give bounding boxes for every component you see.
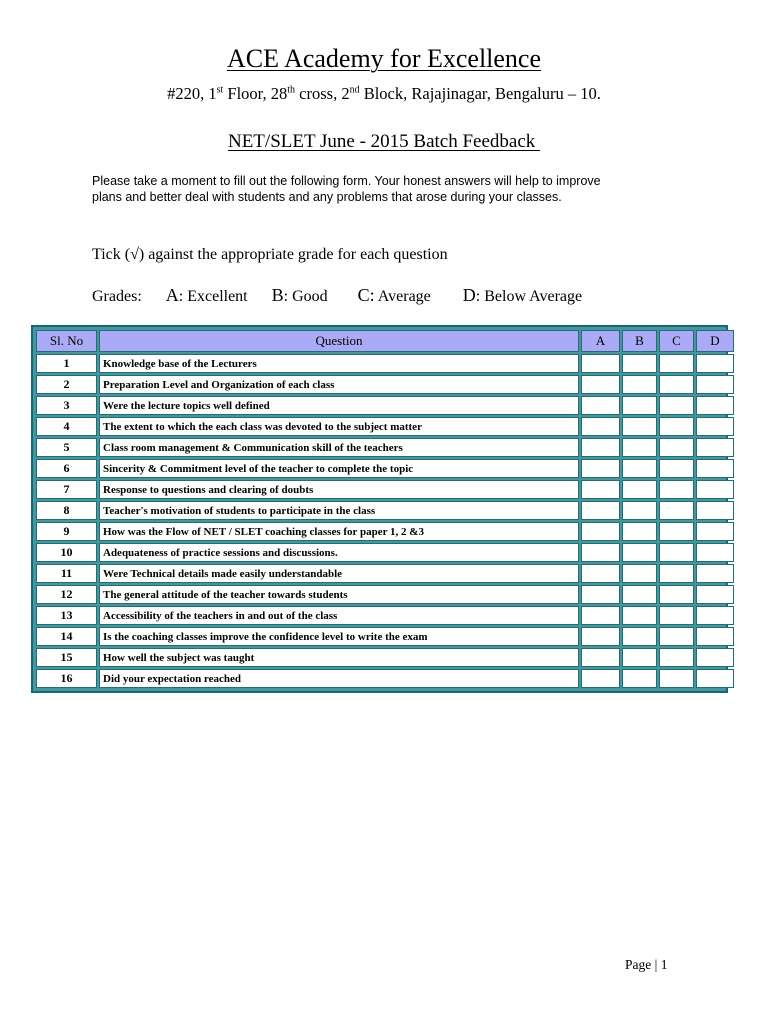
grade-d-cell[interactable] (696, 480, 734, 499)
question-text: Teacher's motivation of students to participate in the class (99, 501, 579, 520)
table-row (36, 417, 734, 436)
grade-d-cell[interactable] (696, 438, 734, 457)
grade-c-cell[interactable] (659, 375, 694, 394)
grade-b-cell[interactable] (622, 543, 657, 562)
table-row (36, 438, 734, 457)
grade-b-cell[interactable] (622, 669, 657, 688)
page-title: ACE Academy for Excellence (226, 44, 542, 73)
grade-d-cell[interactable] (696, 522, 734, 541)
table-row (36, 375, 734, 394)
grade-a-cell[interactable] (581, 606, 620, 625)
table-body (36, 354, 734, 688)
grade-a: A: Excellent (165, 285, 248, 305)
grade-a-cell[interactable] (581, 543, 620, 562)
grade-b-cell[interactable] (622, 627, 657, 646)
header-grade-b: B (622, 330, 657, 352)
grade-d-cell[interactable] (696, 627, 734, 646)
grade-c-cell[interactable] (659, 564, 694, 583)
header-question: Question (99, 330, 579, 352)
grade-a-cell[interactable] (581, 438, 620, 457)
question-text: Knowledge base of the Lecturers (99, 354, 579, 373)
grade-d-cell[interactable] (696, 585, 734, 604)
table-header-row (36, 330, 734, 352)
grade-a-cell[interactable] (581, 522, 620, 541)
grade-b-cell[interactable] (622, 522, 657, 541)
grades-label: Grades: (92, 288, 142, 305)
grade-a-cell[interactable] (581, 417, 620, 436)
grade-b-cell[interactable] (622, 417, 657, 436)
feedback-table (34, 328, 736, 690)
question-text: How well the subject was taught (99, 648, 579, 667)
question-text: Accessibility of the teachers in and out of the class (99, 606, 579, 625)
grade-b-cell[interactable] (622, 585, 657, 604)
row-number: 8 (36, 501, 97, 520)
grade-c-cell[interactable] (659, 501, 694, 520)
row-number: 5 (36, 438, 97, 457)
grade-b: B: Good (271, 285, 328, 305)
table-row (36, 522, 734, 541)
row-number: 16 (36, 669, 97, 688)
table-row (36, 606, 734, 625)
table-row (36, 501, 734, 520)
grade-b-cell[interactable] (622, 648, 657, 667)
grade-a-cell[interactable] (581, 585, 620, 604)
question-text: Response to questions and clearing of doubts (99, 480, 579, 499)
grades-legend (92, 285, 582, 306)
table-row (36, 396, 734, 415)
grade-b-cell[interactable] (622, 354, 657, 373)
grade-c-cell[interactable] (659, 459, 694, 478)
intro-line-2: plans and better deal with students and any problems that arose during your classes. (92, 190, 562, 204)
header-grade-d: D (696, 330, 734, 352)
table-row (36, 627, 734, 646)
row-number: 7 (36, 480, 97, 499)
form-subtitle: NET/SLET June - 2015 Batch Feedback (227, 131, 541, 152)
intro-text (92, 173, 692, 205)
grade-a-cell[interactable] (581, 564, 620, 583)
grade-b-cell[interactable] (622, 375, 657, 394)
grade-a-cell[interactable] (581, 627, 620, 646)
grade-d-cell[interactable] (696, 396, 734, 415)
grade-c-cell[interactable] (659, 480, 694, 499)
grade-d-cell[interactable] (696, 417, 734, 436)
address-line: #220, 1st Floor, 28th cross, 2nd Block, Rajajinagar, Bengaluru – 10. (167, 84, 601, 103)
grade-c-cell[interactable] (659, 354, 694, 373)
question-text: Is the coaching classes improve the confidence level to write the exam (99, 627, 579, 646)
table-row (36, 564, 734, 583)
grade-d-cell[interactable] (696, 543, 734, 562)
question-text: Sincerity & Commitment level of the teacher to complete the topic (99, 459, 579, 478)
table-row (36, 354, 734, 373)
grade-c-cell[interactable] (659, 396, 694, 415)
question-text: How was the Flow of NET / SLET coaching classes for paper 1, 2 &3 (99, 522, 579, 541)
grade-c: C: Average (357, 285, 431, 305)
row-number: 9 (36, 522, 97, 541)
question-text: Did your expectation reached (99, 669, 579, 688)
row-number: 4 (36, 417, 97, 436)
row-number: 14 (36, 627, 97, 646)
grade-a-cell[interactable] (581, 669, 620, 688)
row-number: 10 (36, 543, 97, 562)
table-row (36, 480, 734, 499)
row-number: 15 (36, 648, 97, 667)
tick-instruction: Tick (√) against the appropriate grade for each question (92, 246, 448, 263)
grade-a-cell[interactable] (581, 396, 620, 415)
grade-c-cell[interactable] (659, 438, 694, 457)
grade-c-cell[interactable] (659, 522, 694, 541)
grade-a-cell[interactable] (581, 501, 620, 520)
grade-b-cell[interactable] (622, 564, 657, 583)
row-number: 13 (36, 606, 97, 625)
question-text: Class room management & Communication skill of the teachers (99, 438, 579, 457)
grade-c-cell[interactable] (659, 585, 694, 604)
grade-b-cell[interactable] (622, 480, 657, 499)
grade-d-cell[interactable] (696, 669, 734, 688)
row-number: 11 (36, 564, 97, 583)
grade-b-cell[interactable] (622, 606, 657, 625)
row-number: 3 (36, 396, 97, 415)
table-row (36, 543, 734, 562)
question-text: Were Technical details made easily understandable (99, 564, 579, 583)
table-row (36, 585, 734, 604)
grade-d-cell[interactable] (696, 648, 734, 667)
grade-a-cell[interactable] (581, 648, 620, 667)
grade-a-cell[interactable] (581, 480, 620, 499)
grade-a-cell[interactable] (581, 459, 620, 478)
row-number: 2 (36, 375, 97, 394)
grade-b-cell[interactable] (622, 459, 657, 478)
header-sl-no: Sl. No (36, 330, 97, 352)
grade-c-cell[interactable] (659, 669, 694, 688)
question-text: Preparation Level and Organization of each class (99, 375, 579, 394)
grade-d-cell[interactable] (696, 354, 734, 373)
row-number: 6 (36, 459, 97, 478)
grade-d-cell[interactable] (696, 606, 734, 625)
grade-d-cell[interactable] (696, 564, 734, 583)
row-number: 12 (36, 585, 97, 604)
question-text: The extent to which the each class was devoted to the subject matter (99, 417, 579, 436)
grade-a-cell[interactable] (581, 354, 620, 373)
grade-c-cell[interactable] (659, 648, 694, 667)
question-text: Were the lecture topics well defined (99, 396, 579, 415)
header-grade-a: A (581, 330, 620, 352)
grade-c-cell[interactable] (659, 417, 694, 436)
header-grade-c: C (659, 330, 694, 352)
grade-d-cell[interactable] (696, 459, 734, 478)
question-text: The general attitude of the teacher towards students (99, 585, 579, 604)
grade-c-cell[interactable] (659, 627, 694, 646)
grade-c-cell[interactable] (659, 543, 694, 562)
grade-a-cell[interactable] (581, 375, 620, 394)
grade-d-cell[interactable] (696, 375, 734, 394)
grade-c-cell[interactable] (659, 606, 694, 625)
grade-d-cell[interactable] (696, 501, 734, 520)
table-row (36, 648, 734, 667)
intro-line-1: Please take a moment to fill out the following form. Your honest answers will help to improve (92, 174, 601, 188)
grade-b-cell[interactable] (622, 501, 657, 520)
grade-b-cell[interactable] (622, 438, 657, 457)
row-number: 1 (36, 354, 97, 373)
question-text: Adequateness of practice sessions and discussions. (99, 543, 579, 562)
page-number: Page | 1 (625, 957, 668, 972)
grade-d: D: Below Average (462, 285, 583, 305)
feedback-table-frame (31, 325, 728, 693)
table-row (36, 459, 734, 478)
table-row (36, 669, 734, 688)
grade-b-cell[interactable] (622, 396, 657, 415)
